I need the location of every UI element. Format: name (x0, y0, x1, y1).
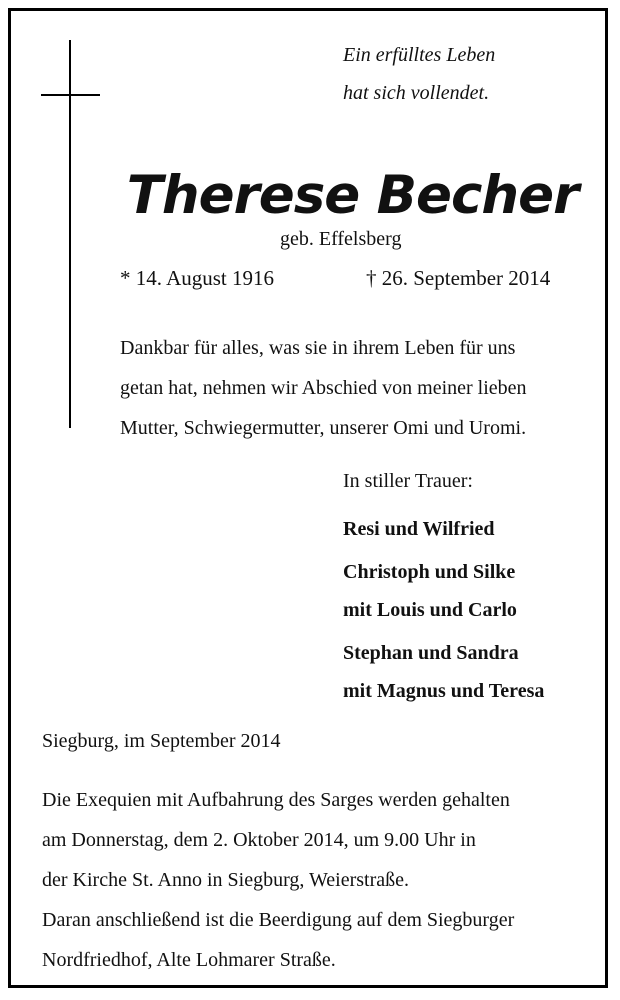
mourner-line: Christoph und Silke (343, 561, 516, 583)
place-date: Siegburg, im September 2014 (42, 730, 281, 752)
mourner-line: Stephan und Sandra (343, 642, 519, 664)
motto (343, 36, 495, 112)
thanks-line-3: Mutter, Schwiegermutter, unserer Omi und Uromi. (120, 417, 527, 439)
service-line-3: der Kirche St. Anno in Siegburg, Weierstraße. (42, 869, 410, 891)
thanks-paragraph (120, 328, 580, 448)
mourning-label: In stiller Trauer: (343, 470, 473, 492)
service-paragraph (42, 780, 576, 900)
death-date: † 26. September 2014 (366, 266, 551, 290)
thanks-line-2: getan hat, nehmen wir Abschied von meiner lieben (120, 377, 527, 399)
mourners-list (343, 510, 544, 710)
service-line-1: Die Exequien mit Aufbahrung des Sarges werden gehalten (42, 789, 510, 811)
mourner-group (343, 553, 544, 629)
burial-paragraph (42, 900, 576, 980)
motto-line-1: Ein erfülltes Leben (343, 44, 496, 66)
birth-name: geb. Effelsberg (280, 228, 402, 250)
deceased-name: Therese Becher (126, 165, 579, 226)
burial-line-2: Nordfriedhof, Alte Lohmarer Straße. (42, 949, 336, 971)
service-line-2: am Donnerstag, dem 2. Oktober 2014, um 9.00 Uhr in (42, 829, 476, 851)
mourner-line: Resi und Wilfried (343, 518, 495, 540)
thanks-line-1: Dankbar für alles, was sie in ihrem Leben für uns (120, 337, 516, 359)
birth-date: * 14. August 1916 (120, 266, 275, 290)
mourner-group (343, 510, 544, 548)
cross-icon-bar (41, 94, 100, 96)
motto-line-2: hat sich vollendet. (343, 82, 490, 104)
mourner-line: mit Magnus und Teresa (343, 680, 545, 702)
mourner-group (343, 634, 544, 710)
mourner-line: mit Louis und Carlo (343, 599, 517, 621)
cross-icon (69, 40, 71, 428)
burial-line-1: Daran anschließend ist die Beerdigung auf dem Siegburger (42, 909, 515, 931)
